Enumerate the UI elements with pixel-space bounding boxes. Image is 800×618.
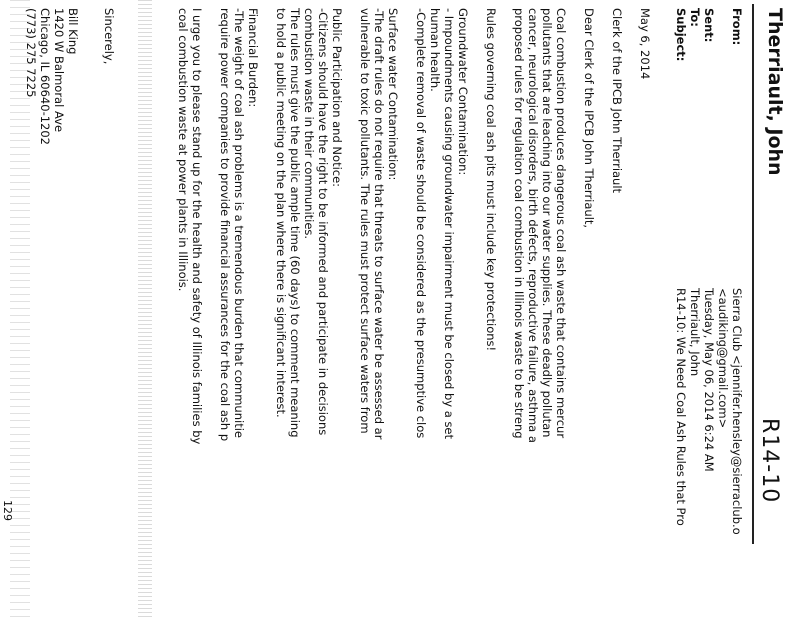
from-label: From: <box>730 8 744 46</box>
surface-water-line: vulnerable to toxic pollutants. The rules must protect surface waters from <box>358 8 372 434</box>
from-value-line2: <audiking@gmail.com> <box>716 288 730 429</box>
groundwater-line: human health. <box>428 8 442 92</box>
financial-heading: Financial Burden: <box>246 8 260 108</box>
header-rule <box>752 4 754 544</box>
scan-noise-strip <box>138 0 152 618</box>
letter-salutation: Dear Clerk of the IPCB John Therriault, <box>582 8 596 229</box>
to-value: Therriault, John <box>688 288 702 377</box>
from-value-line1: Sierra Club <jennifer.hensley@sierraclub.o <box>730 288 744 535</box>
letter-date: May 6, 2014 <box>638 8 652 80</box>
scan-noise-dots <box>10 0 30 618</box>
public-participation-line: -Citizens should have the right to be informed and participate in decisions <box>316 8 330 436</box>
signature-city: Chicago, IL 60640-1202 <box>38 8 52 145</box>
rules-statement: Rules governing coal ash pits must include key protections! <box>484 8 498 352</box>
groundwater-heading: Groundwater Contamination: <box>456 8 470 176</box>
public-participation-line: combustion waste in their communities. <box>302 8 316 240</box>
letter-recipient: Clerk of the IPCB John Therriault <box>610 8 624 194</box>
groundwater-line: - Impoundments causing groundwater impairment must be closed by a set <box>442 8 456 440</box>
financial-line: require power companies to provide financial assurances for the coal ash p <box>218 8 232 442</box>
paragraph1-line: Coal combustion produces dangerous coal ash waste that contains mercur <box>554 8 568 439</box>
sender-name-title: Therriault, John <box>764 8 786 176</box>
signature-name: Bill King <box>66 8 80 55</box>
paragraph1-line: cancer, neurological disorders, birth defects, reproductive failure, asthma a <box>526 8 540 443</box>
page-number: 129 <box>1 500 14 521</box>
paragraph1-line: proposed rules for regulation coal combustion in Illinois waste to be streng <box>512 8 526 439</box>
paragraph1-line: pollutants that are leaching into our water supplies. These deadly pollutan <box>540 8 554 438</box>
surface-water-heading: Surface water Contamination: <box>386 8 400 181</box>
signature-address: 1420 W Balmoral Ave <box>52 8 66 133</box>
public-participation-line: The rules must give the public ample time (60 days) to comment meaning <box>288 8 302 438</box>
surface-water-line: -The draft rules do not require that threats to surface water be assessed ar <box>372 8 386 440</box>
groundwater-line: -Complete removal of waste should be considered as the presumptive clos <box>414 8 428 439</box>
document-number: R14-10 <box>757 418 782 504</box>
signature-phone: (773) 275 7225 <box>24 8 38 98</box>
sent-value: Tuesday, May 06, 2014 6:24 AM <box>702 288 716 472</box>
subject-value: R14-10: We Need Coal Ash Rules that Pro <box>674 288 688 526</box>
sent-label: Sent: <box>702 8 716 43</box>
closing-line: I urge you to please stand up for the health and safety of Illinois families by <box>190 8 204 445</box>
financial-line: -The weight of coal ash problems is a tremendous burden that communitie <box>232 8 246 438</box>
letter-signoff: Sincerely, <box>102 8 116 65</box>
to-label: To: <box>688 8 702 27</box>
public-participation-line: to hold a public meeting on the plan where there is significant interest. <box>274 8 288 418</box>
subject-label: Subject: <box>674 8 688 62</box>
closing-line: coal combustion waste at power plants in Illinois. <box>176 8 190 292</box>
public-participation-heading: Public Participation and Notice: <box>330 8 344 188</box>
